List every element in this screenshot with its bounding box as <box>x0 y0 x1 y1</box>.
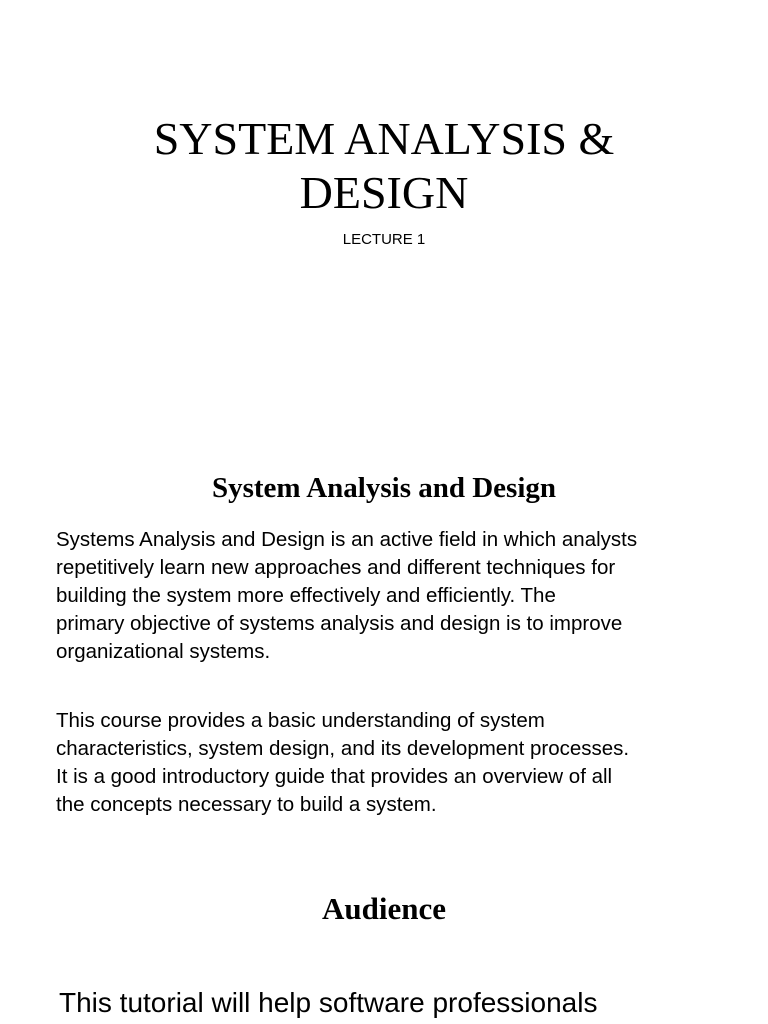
paragraph-line: It is a good introductory guide that provides an overview of all <box>56 765 613 788</box>
paragraph-line: the concepts necessary to build a system. <box>56 793 437 816</box>
paragraph-line: repetitively learn new approaches and different techniques for <box>56 556 616 579</box>
paragraph-line: characteristics, system design, and its development processes. <box>56 737 630 760</box>
paragraph-line: This course provides a basic understanding of system <box>56 709 545 732</box>
section-heading-audience: Audience <box>322 891 446 926</box>
page-title <box>0 112 768 220</box>
paragraph-line: building the system more effectively and efficiently. The <box>56 584 556 607</box>
paragraph-line: primary objective of systems analysis and design is to improve <box>56 612 623 635</box>
intro-paragraph <box>56 526 736 666</box>
lecture-subtitle: LECTURE 1 <box>342 231 426 248</box>
course-paragraph <box>56 707 736 819</box>
paragraph-line: Systems Analysis and Design is an active field in which analysts <box>56 528 638 551</box>
section-heading-system-analysis: System Analysis and Design <box>211 472 557 504</box>
audience-text: This tutorial will help software professionals <box>59 987 598 1018</box>
title-line-2: DESIGN <box>299 167 469 218</box>
paragraph-line: organizational systems. <box>56 640 271 663</box>
title-line-1: SYSTEM ANALYSIS & <box>153 113 615 164</box>
